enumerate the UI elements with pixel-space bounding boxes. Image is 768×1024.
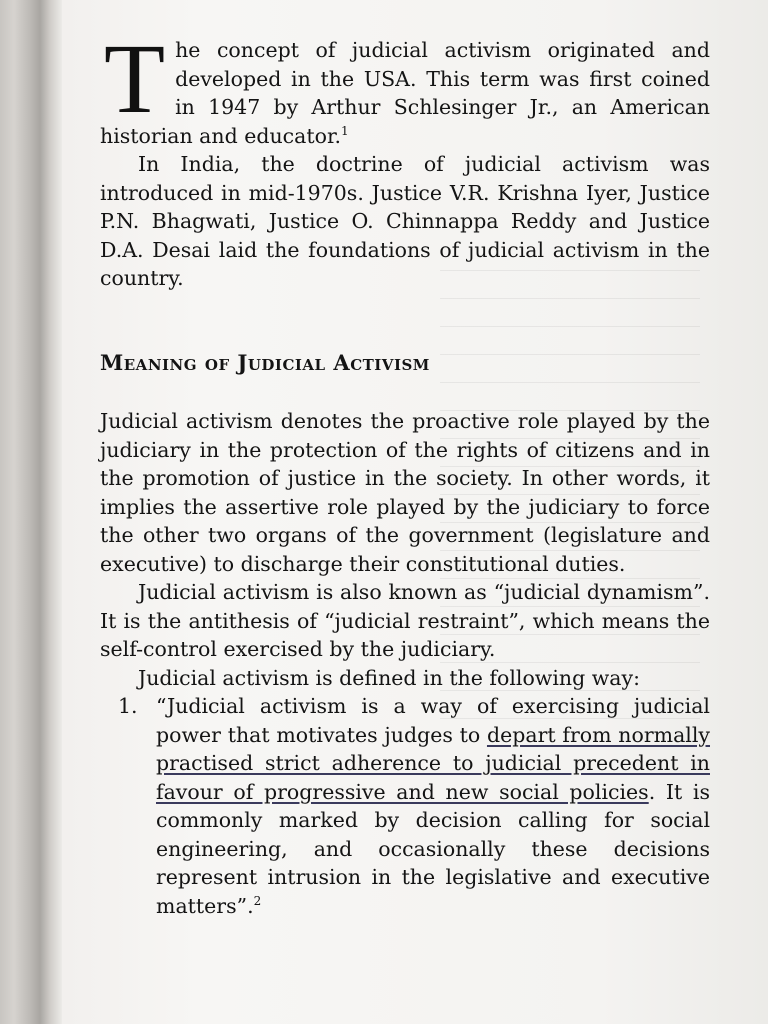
section-paragraph-3: Judicial activism is defined in the following way: — [138, 665, 640, 690]
list-item-text-before: “Judicial activism is a way of exercising judicial power that motivates judges to — [156, 694, 710, 747]
intro-paragraph-1-text: he concept of judicial activism originated and developed in the USA. This term was first coined in 1947 by Arthur Schlesinger Jr., an American historian and educator. — [100, 38, 710, 148]
list-item-number: 1. — [118, 694, 138, 718]
footnote-marker-2: 2 — [253, 893, 262, 908]
section-paragraph-2: Judicial activism is also known as “judicial dynamism”. It is the antithesis of “judicial restraint”, which means the self-control exercised by the judiciary. — [100, 580, 710, 661]
intro-section — [100, 23, 710, 293]
section-paragraph-1: Judicial activism denotes the proactive role played by the judiciary in the protection of the rights of citizens and in the promotion of justice in the society. In other words, it implies the assertive role played by the judiciary to force the other two organs of the government (legislature and executive) to discharge their constitutional duties. — [100, 409, 710, 576]
book-binding-shadow — [0, 0, 62, 1024]
page-text-block — [100, 23, 710, 920]
list-item-text — [156, 692, 710, 920]
intro-paragraph-2: In India, the doctrine of judicial activism was introduced in mid-1970s. Justice V.R. Krishna Iyer, Justice P.N. Bhagwati, Justice O. Chinnappa Reddy and Justice D.A. Desai laid the foundations of judicial activism in the country. — [100, 152, 710, 290]
list-item-text-after: . It is commonly marked by decision calling for social engineering, and occasionally these decisions represent intrusion in the legislative and executive matters”. — [156, 779, 710, 918]
footnote-marker-1: 1 — [341, 123, 349, 138]
intro-paragraph-1 — [100, 23, 710, 150]
definition-list-item — [100, 692, 710, 920]
list-item-underlined-text: depart from normally practised strict adherence to judicial precedent in favour of progressive and new social policies — [156, 722, 710, 804]
drop-cap-letter: T — [104, 23, 166, 134]
section-heading: Meaning of Judicial Activism — [100, 349, 430, 375]
